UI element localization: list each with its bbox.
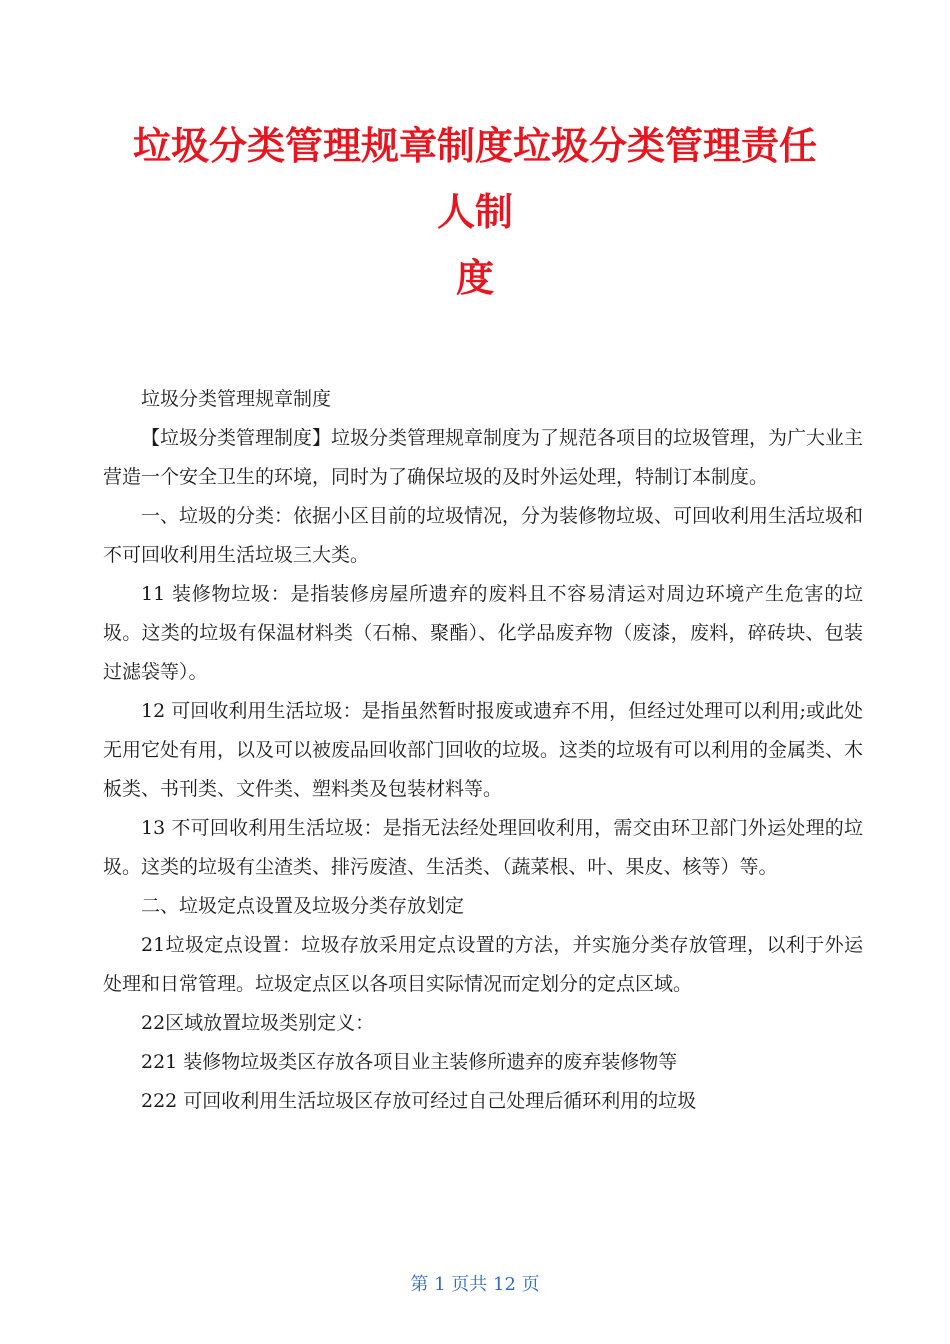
document-title-line-1: 垃圾分类管理规章制度垃圾分类管理责任 xyxy=(132,124,817,168)
paragraph: 21垃圾定点设置：垃圾存放采用定点设置的方法，并实施分类存放管理，以利于外运处理和日常管理。垃圾定点区以各项目实际情况而定划分的定点区域。 xyxy=(103,934,863,995)
document-title-line-3: 度 xyxy=(455,256,494,300)
paragraph: 221 装修物垃圾类区存放各项目业主装修所遗弃的废弃装修物等 xyxy=(141,1051,678,1073)
document-body xyxy=(103,380,863,1121)
paragraph: 一、垃圾的分类：依据小区目前的垃圾情况，分为装修物垃圾、可回收利用生活垃圾和不可回收利用生活垃圾三大类。 xyxy=(103,505,864,566)
page-number-footer: 第 1 页共 12 页 xyxy=(410,1274,540,1295)
paragraph: 垃圾分类管理规章制度 xyxy=(141,388,332,410)
paragraph: 二、垃圾定点设置及垃圾分类存放划定 xyxy=(141,895,465,917)
paragraph: 13 不可回收利用生活垃圾：是指无法经处理回收利用，需交由环卫部门外运处理的垃圾。这类的垃圾有尘渣类、排污废渣、生活类、（蔬菜根、叶、果皮、核等）等。 xyxy=(103,817,863,878)
paragraph: 22区域放置垃圾类别定义： xyxy=(141,1012,375,1034)
paragraph: 12 可回收利用生活垃圾：是指虽然暂时报废或遗弃不用，但经过处理可以利用;或此处无用它处有用，以及可以被废品回收部门回收的垃圾。这类的垃圾有可以利用的金属类、木板类、书刊类、文件类、塑料类及包装材料等。 xyxy=(103,700,864,800)
paragraph: 11 装修物垃圾：是指装修房屋所遗弃的废料且不容易清运对周边环境产生危害的垃圾。这类的垃圾有保温材料类（石棉、聚酯）、化学品废弃物（废漆，废料，碎砖块、包装过滤袋等）。 xyxy=(103,583,863,683)
document-title-line-2: 人制 xyxy=(436,190,513,234)
paragraph: 【垃圾分类管理制度】垃圾分类管理规章制度为了规范各项目的垃圾管理，为广大业主营造一个安全卫生的环境，同时为了确保垃圾的及时外运处理，特制订本制度。 xyxy=(103,427,864,488)
paragraph: 222 可回收利用生活垃圾区存放可经过自己处理后循环利用的垃圾 xyxy=(141,1090,697,1112)
